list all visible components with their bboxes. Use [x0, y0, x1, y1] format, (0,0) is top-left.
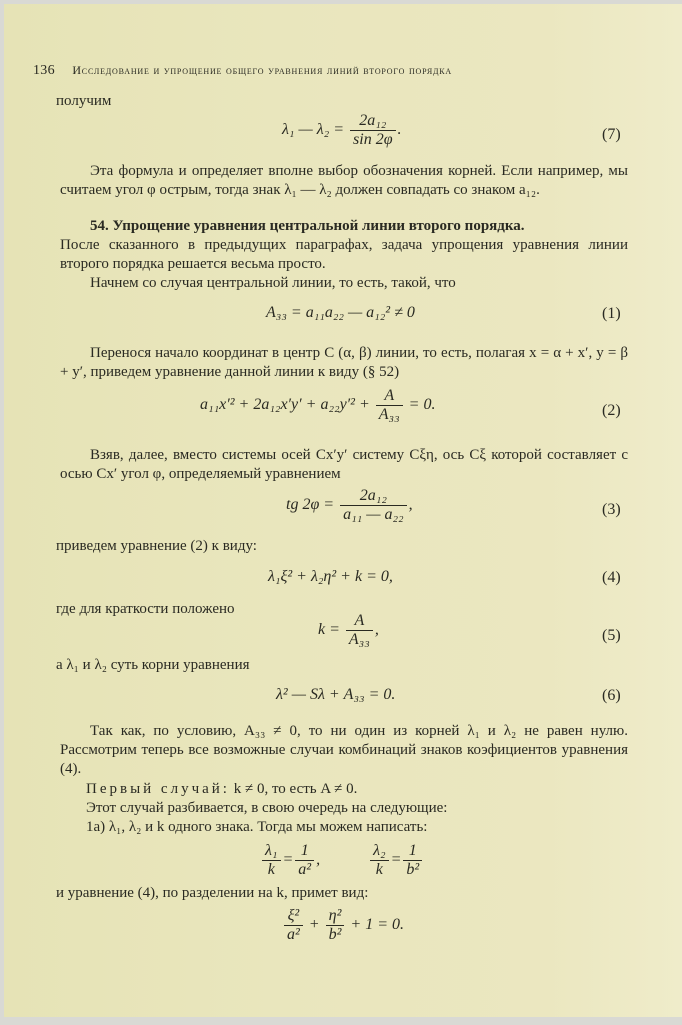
text-line: а λ₁ и λ₂ суть корни уравнения	[56, 657, 250, 673]
case-heading	[86, 780, 357, 799]
running-title: Исследование и упрощение общего уравнения линий второго порядка	[72, 63, 452, 77]
numerator: λ₂	[370, 842, 389, 861]
eq-tail: ,	[374, 621, 379, 639]
equation-number: (6)	[602, 687, 621, 704]
fraction	[346, 612, 373, 649]
denominator: a²	[298, 861, 312, 878]
denominator: k	[267, 861, 275, 878]
fraction	[262, 842, 281, 879]
equation-2	[200, 387, 435, 424]
eq-tail: .	[397, 121, 402, 139]
section-heading: 54. Упрощение уравнения центральной линии второго порядка.	[90, 218, 525, 234]
equation-canonical: $\frac{\text{ξ²}}{\text{a²}}$ + $\frac{\text{η²}}{\text{b²}}$ + 1 = 0.	[282, 907, 404, 944]
text-line: Этот случай разбивается, в свою очередь на следующие:	[86, 800, 448, 816]
paragraph: После сказанного в предыдущих параграфах, задача упрощения уравнения линии второго порядка решается весьма просто.	[60, 237, 628, 272]
paragraph: Перенося начало координат в центр C (α, β) линии, то есть, полагая x = α + x′, y = β + y′, приведем уравнение данной линии к виду (§ 52)	[60, 345, 628, 380]
equation-3	[286, 487, 413, 524]
book-page	[4, 4, 682, 1017]
eq-tail: ,	[408, 496, 413, 514]
numerator: λ₁	[262, 842, 281, 861]
denominator: A₃₃	[378, 406, 400, 423]
eq-lhs: tg 2φ =	[286, 496, 335, 514]
paragraph: Так как, по условию, A₃₃ ≠ 0, то ни один из корней λ₁ и λ₂ не равен нулю. Рассмотрим теперь все возможные случаи комбинаций знаков коэфициентов уравнения (4).	[60, 723, 628, 777]
fraction	[370, 842, 389, 879]
numerator: A	[346, 612, 373, 631]
text-line: приведем уравнение (2) к виду:	[56, 538, 257, 554]
equation-number: (7)	[602, 126, 621, 143]
fraction	[376, 387, 403, 424]
denominator: A₃₃	[348, 631, 370, 648]
eq-lhs: λ₁ — λ₂ =	[282, 121, 345, 139]
fraction	[326, 907, 345, 944]
fraction	[295, 842, 314, 879]
equation-7	[282, 112, 402, 149]
fraction	[284, 907, 303, 944]
equation-number: (3)	[602, 501, 621, 518]
denominator: sin 2φ	[353, 131, 393, 148]
paragraph: Эта формула и определяет вполне выбор обозначения корней. Если например, мы считаем угол φ острым, тогда знак λ₁ — λ₂ должен совпадать со знаком a₁₂.	[60, 163, 628, 198]
equation-number: (5)	[602, 627, 621, 644]
fraction	[340, 487, 406, 524]
denominator: k	[375, 861, 383, 878]
equation-number: (1)	[602, 305, 621, 322]
running-header	[33, 63, 452, 79]
numerator: 1	[403, 842, 422, 861]
denominator: b²	[328, 926, 342, 943]
equation-ratios: $\frac{\text{λ₁}}{k}$ = $\frac{1}{\text{a²}}$ , $\frac{\text{λ₂}}{k}$ = $\frac{1}{\text{b²}}$	[260, 842, 424, 879]
case-text: k ≠ 0, то есть A ≠ 0.	[233, 781, 358, 797]
equation-1: A₃₃ = a₁₁a₂₂ — a₁₂² ≠ 0	[266, 304, 415, 321]
denominator: a₁₁ — a₂₂	[343, 506, 404, 523]
paragraph: Начнем со случая центральной линии, то есть, такой, что	[90, 275, 456, 291]
numerator: ξ²	[284, 907, 303, 926]
equals: =	[390, 851, 402, 869]
eq-tail: = 0.	[408, 396, 436, 414]
text-line: получим	[56, 93, 112, 109]
paragraph: Взяв, далее, вместо системы осей Cx′y′ систему Cξη, ось Cξ которой составляет с осью Cx′ угол φ, определяемый уравнением	[60, 447, 628, 482]
case-label: Первый случай:	[86, 781, 230, 797]
fraction	[403, 842, 422, 879]
numerator: 2a₁₂	[350, 112, 396, 131]
denominator: a²	[287, 926, 300, 943]
text-line: где для краткости положено	[56, 601, 235, 617]
denominator: b²	[406, 861, 420, 878]
equation-number: (4)	[602, 569, 621, 586]
equals: =	[282, 851, 294, 869]
numerator: 1	[295, 842, 314, 861]
eq-lhs: a₁₁x′² + 2a₁₂x′y′ + a₂₂y′² +	[200, 396, 370, 414]
equation-6: λ² — Sλ + A₃₃ = 0.	[276, 686, 396, 703]
text-line: и уравнение (4), по разделении на k, примет вид:	[56, 885, 369, 901]
page-number: 136	[33, 63, 55, 78]
eq-lhs: k =	[318, 621, 340, 639]
numerator: A	[376, 387, 403, 406]
eq-tail: + 1 = 0.	[350, 916, 404, 934]
equation-5	[318, 612, 379, 649]
numerator: η²	[326, 907, 345, 926]
fraction	[350, 112, 396, 149]
equation-number: (2)	[602, 402, 621, 419]
equation-4: λ₁ξ² + λ₂η² + k = 0,	[268, 568, 393, 585]
numerator: 2a₁₂	[340, 487, 406, 506]
text-line: 1a) λ₁, λ₂ и k одного знака. Тогда мы можем написать:	[86, 819, 428, 835]
